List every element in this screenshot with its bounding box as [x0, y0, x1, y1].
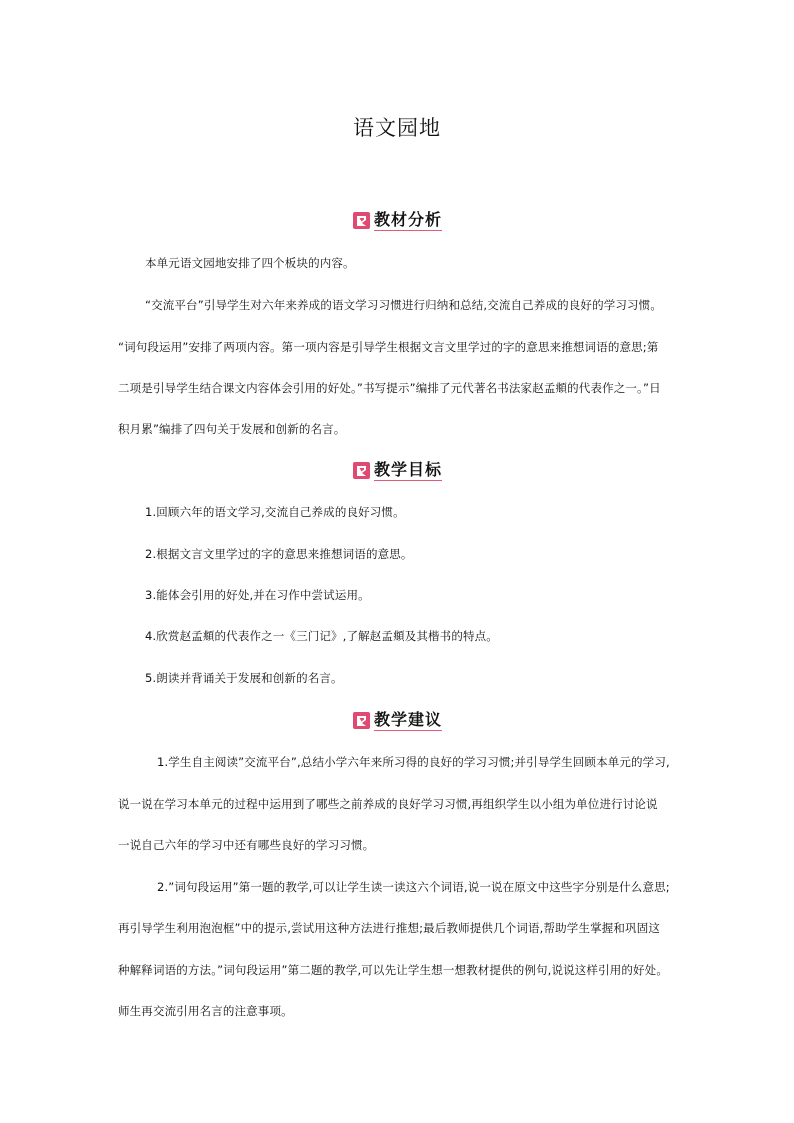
goal-item: 1.回顾六年的语文学习,交流自己养成的良好习惯。 — [145, 505, 405, 519]
goal-item: 2.根据文言文里学过的字的意思来推想词语的意思。 — [145, 547, 413, 561]
section-heading-text: 教学建议 — [374, 709, 443, 729]
section-heading-suggestions — [353, 710, 442, 730]
section-heading-analysis — [353, 210, 442, 230]
section-heading-goals — [353, 460, 442, 480]
paragraph-line: 再引导学生利用泡泡框”中的提示,尝试用这种方法进行推想;最后教师提供几个词语,帮助学生掌握和巩固这 — [118, 921, 660, 935]
page-title: 语文园地 — [353, 116, 441, 140]
paragraph-line: 2.”词句段运用”第一题的教学,可以让学生读一读这六个词语,说一说在原文中这些字分别是什么意思; — [157, 880, 670, 894]
goal-item: 4.欣赏赵孟頫的代表作之一《三门记》,了解赵孟頫及其楷书的特点。 — [145, 629, 498, 643]
paragraph-line: 一说自己六年的学习中还有哪些良好的学习习惯。 — [118, 838, 375, 852]
paragraph-line: 1.学生自主阅读”交流平台”,总结小学六年来所习得的良好的学习习惯;并引导学生回顾本单元的学习, — [157, 755, 670, 769]
section-heading-text: 教学目标 — [374, 459, 443, 479]
bookmark-ribbon-icon — [353, 462, 370, 479]
paragraph-line: 本单元语文园地安排了四个板块的内容。 — [145, 256, 355, 270]
paragraph-line: 师生再交流引用名言的注意事项。 — [118, 1004, 293, 1018]
paragraph-line: “交流平台”引导学生对六年来养成的语文学习习惯进行归纳和总结,交流自己养成的良好的学习习惯。 — [145, 298, 662, 312]
bookmark-ribbon-icon — [353, 212, 370, 229]
paragraph-line: 二项是引导学生结合课文内容体会引用的好处。”书写提示”编排了元代著名书法家赵孟頫的代表作之一。”日 — [118, 381, 661, 395]
section-heading-text: 教材分析 — [374, 209, 443, 229]
goal-item: 3.能体会引用的好处,并在习作中尝试运用。 — [145, 588, 370, 602]
paragraph-line: “词句段运用”安排了两项内容。第一项内容是引导学生根据文言文里学过的字的意思来推想词语的意思;第 — [118, 340, 659, 354]
goal-item: 5.朗读并背诵关于发展和创新的名言。 — [145, 671, 343, 685]
paragraph-line: 说一说在学习本单元的过程中运用到了哪些之前养成的良好学习习惯,再组织学生以小组为单位进行讨论说 — [118, 797, 658, 811]
paragraph-line: 种解释词语的方法。”词句段运用”第二题的教学,可以先让学生想一想教材提供的例句,说说这样引用的好处。 — [118, 963, 668, 977]
bookmark-ribbon-icon — [353, 712, 370, 729]
paragraph-line: 积月累”编排了四句关于发展和创新的名言。 — [118, 422, 346, 436]
